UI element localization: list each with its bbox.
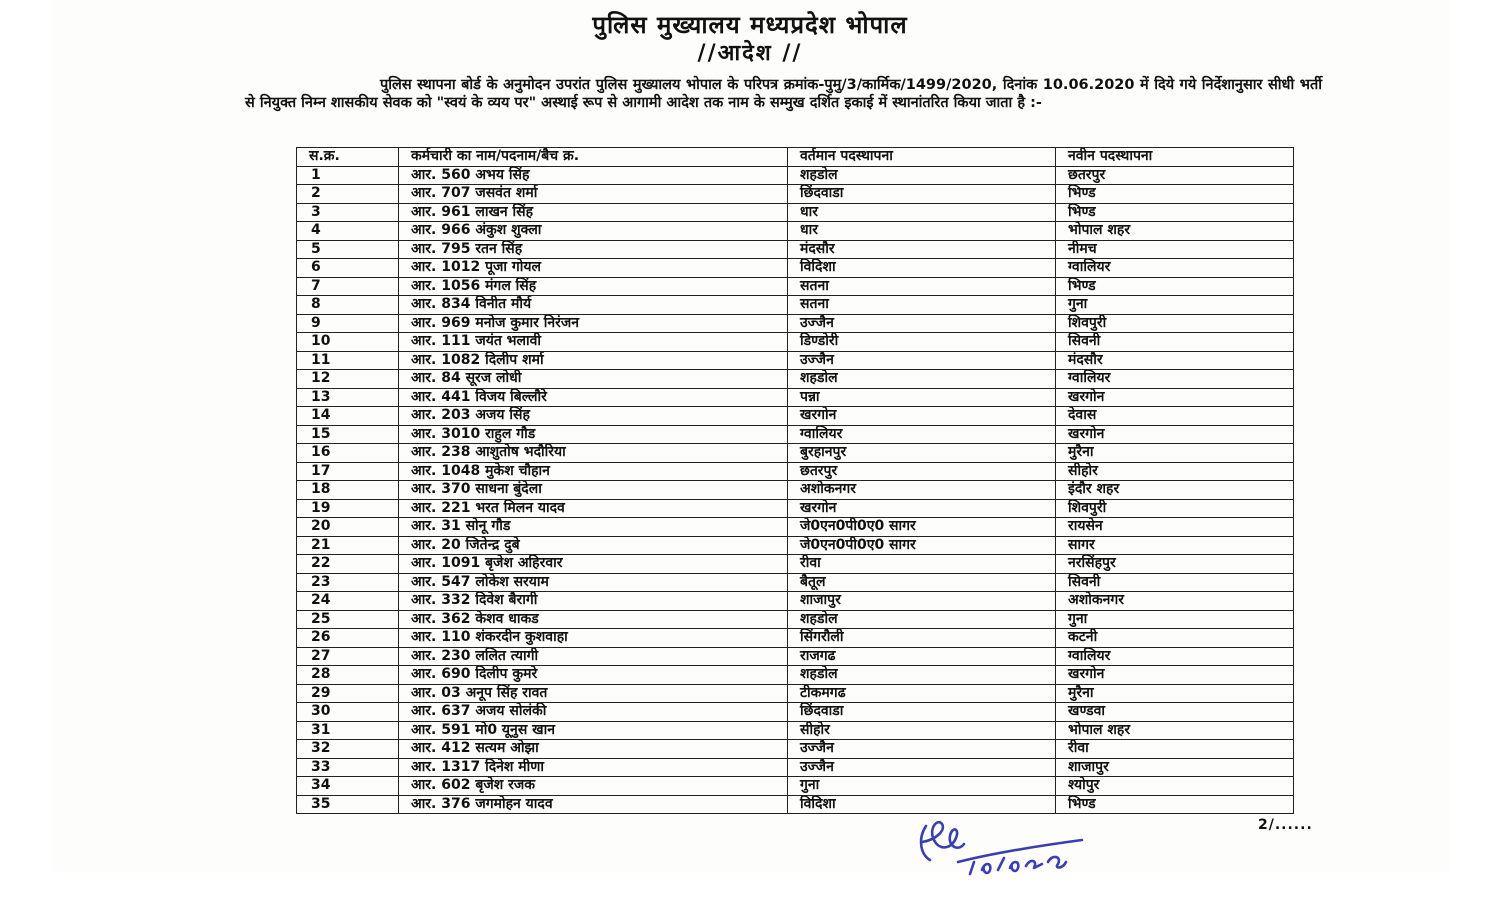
cell-employee: आर. 834 विनीत मौर्य — [399, 296, 788, 315]
cell-employee: आर. 591 मो0 यूनुस खान — [399, 721, 788, 740]
cell-current-posting: शहडोल — [788, 666, 1056, 685]
cell-current-posting: शहडोल — [788, 610, 1056, 629]
cell-current-posting: उज्जैन — [788, 740, 1056, 759]
cell-serial: 11 — [297, 351, 399, 370]
cell-employee: आर. 969 मनोज कुमार निरंजन — [399, 314, 788, 333]
cell-new-posting: नरसिंहपुर — [1056, 555, 1294, 574]
cell-new-posting: मंदसौर — [1056, 351, 1294, 370]
cell-current-posting: ग्वालियर — [788, 425, 1056, 444]
cell-new-posting: मुरैना — [1056, 444, 1294, 463]
cell-current-posting: राजगढ — [788, 647, 1056, 666]
table-row — [297, 536, 1294, 555]
table-row — [297, 777, 1294, 796]
cell-employee: आर. 1082 दिलीप शर्मा — [399, 351, 788, 370]
cell-current-posting: बैतूल — [788, 573, 1056, 592]
cell-new-posting: देवास — [1056, 407, 1294, 426]
cell-new-posting: भोपाल शहर — [1056, 721, 1294, 740]
transfer-table — [296, 147, 1294, 814]
cell-employee: आर. 370 साधना बुंदेला — [399, 481, 788, 500]
cell-current-posting: शाजापुर — [788, 592, 1056, 611]
cell-serial: 35 — [297, 795, 399, 814]
table-row — [297, 721, 1294, 740]
table-row — [297, 333, 1294, 352]
cell-new-posting: नीमच — [1056, 240, 1294, 259]
cell-employee: आर. 111 जयंत भलावी — [399, 333, 788, 352]
table-row — [297, 185, 1294, 204]
table-row — [297, 481, 1294, 500]
cell-employee: आर. 110 शंकरदीन कुशवाहा — [399, 629, 788, 648]
table-row — [297, 758, 1294, 777]
table-row — [297, 684, 1294, 703]
cell-employee: आर. 84 सूरज लोधी — [399, 370, 788, 389]
table-row — [297, 666, 1294, 685]
cell-employee: आर. 203 अजय सिंह — [399, 407, 788, 426]
cell-current-posting: धार — [788, 222, 1056, 241]
cell-serial: 13 — [297, 388, 399, 407]
cell-new-posting: खरगोन — [1056, 425, 1294, 444]
cell-employee: आर. 238 आशुतोष भदौरिया — [399, 444, 788, 463]
cell-serial: 33 — [297, 758, 399, 777]
cell-new-posting: सीहोर — [1056, 462, 1294, 481]
table-row — [297, 370, 1294, 389]
cell-current-posting: विदिशा — [788, 259, 1056, 278]
cell-new-posting: भिण्ड — [1056, 185, 1294, 204]
cell-current-posting: जे0एन0पी0ए0 सागर — [788, 518, 1056, 537]
cell-employee: आर. 31 सोनू गौड — [399, 518, 788, 537]
table-row — [297, 425, 1294, 444]
cell-serial: 7 — [297, 277, 399, 296]
cell-new-posting: छतरपुर — [1056, 166, 1294, 185]
cell-employee: आर. 412 सत्यम ओझा — [399, 740, 788, 759]
table-row — [297, 610, 1294, 629]
cell-serial: 32 — [297, 740, 399, 759]
cell-new-posting: सिवनी — [1056, 333, 1294, 352]
cell-serial: 14 — [297, 407, 399, 426]
cell-new-posting: रीवा — [1056, 740, 1294, 759]
cell-serial: 2 — [297, 185, 399, 204]
cell-serial: 21 — [297, 536, 399, 555]
table-row — [297, 647, 1294, 666]
table-row — [297, 444, 1294, 463]
cell-employee: आर. 707 जसवंत शर्मा — [399, 185, 788, 204]
cell-new-posting: अशोकनगर — [1056, 592, 1294, 611]
cell-serial: 3 — [297, 203, 399, 222]
cell-current-posting: गुना — [788, 777, 1056, 796]
cell-new-posting: श्योपुर — [1056, 777, 1294, 796]
cell-new-posting: गुना — [1056, 296, 1294, 315]
cell-serial: 4 — [297, 222, 399, 241]
cell-employee: आर. 961 लाखन सिंह — [399, 203, 788, 222]
cell-serial: 15 — [297, 425, 399, 444]
cell-current-posting: सीहोर — [788, 721, 1056, 740]
cell-serial: 18 — [297, 481, 399, 500]
cell-employee: आर. 362 केशव धाकड — [399, 610, 788, 629]
cell-current-posting: शहडोल — [788, 370, 1056, 389]
cell-new-posting: खण्डवा — [1056, 703, 1294, 722]
cell-serial: 34 — [297, 777, 399, 796]
cell-current-posting: बुरहानपुर — [788, 444, 1056, 463]
cell-serial: 10 — [297, 333, 399, 352]
cell-employee: आर. 795 रतन सिंह — [399, 240, 788, 259]
cell-serial: 19 — [297, 499, 399, 518]
cell-serial: 28 — [297, 666, 399, 685]
cell-current-posting: छतरपुर — [788, 462, 1056, 481]
table-row — [297, 740, 1294, 759]
cell-current-posting: सतना — [788, 296, 1056, 315]
table-row — [297, 222, 1294, 241]
cell-serial: 8 — [297, 296, 399, 315]
cell-current-posting: छिंदवाडा — [788, 185, 1056, 204]
cell-current-posting: जे0एन0पी0ए0 सागर — [788, 536, 1056, 555]
table-row — [297, 259, 1294, 278]
cell-new-posting: सिवनी — [1056, 573, 1294, 592]
cell-current-posting: खरगोन — [788, 499, 1056, 518]
cell-serial: 9 — [297, 314, 399, 333]
cell-employee: आर. 547 लोकेश सरयाम — [399, 573, 788, 592]
cell-serial: 25 — [297, 610, 399, 629]
table-row — [297, 203, 1294, 222]
header-current-posting: वर्तमान पदस्थापना — [788, 148, 1056, 167]
cell-new-posting: ग्वालियर — [1056, 259, 1294, 278]
cell-serial: 23 — [297, 573, 399, 592]
cell-new-posting: गुना — [1056, 610, 1294, 629]
cell-current-posting: उज्जैन — [788, 351, 1056, 370]
cell-serial: 16 — [297, 444, 399, 463]
cell-current-posting: पन्ना — [788, 388, 1056, 407]
cell-new-posting: शिवपुरी — [1056, 314, 1294, 333]
cell-new-posting: शाजापुर — [1056, 758, 1294, 777]
cell-new-posting: सागर — [1056, 536, 1294, 555]
cell-serial: 27 — [297, 647, 399, 666]
table-row — [297, 351, 1294, 370]
cell-employee: आर. 560 अभय सिंह — [399, 166, 788, 185]
cell-employee: आर. 230 ललित त्यागी — [399, 647, 788, 666]
cell-employee: आर. 376 जगमोहन यादव — [399, 795, 788, 814]
cell-new-posting: इंदौर शहर — [1056, 481, 1294, 500]
cell-employee: आर. 602 बृजेश रजक — [399, 777, 788, 796]
cell-current-posting: छिंदवाडा — [788, 703, 1056, 722]
cell-employee: आर. 1056 मंगल सिंह — [399, 277, 788, 296]
cell-current-posting: खरगोन — [788, 407, 1056, 426]
signature — [912, 818, 1112, 880]
table-row — [297, 573, 1294, 592]
cell-employee: आर. 03 अनूप सिंह रावत — [399, 684, 788, 703]
cell-employee: आर. 1317 दिनेश मीणा — [399, 758, 788, 777]
table-row — [297, 518, 1294, 537]
cell-current-posting: विदिशा — [788, 795, 1056, 814]
cell-new-posting: भिण्ड — [1056, 795, 1294, 814]
cell-serial: 20 — [297, 518, 399, 537]
cell-employee: आर. 332 दिवेश बैरागी — [399, 592, 788, 611]
cell-employee: आर. 1091 बृजेश अहिरवार — [399, 555, 788, 574]
cell-employee: आर. 221 भरत मिलन यादव — [399, 499, 788, 518]
order-paragraph: पुलिस स्थापना बोर्ड के अनुमोदन उपरांत पुलिस मुख्यालय भोपाल के परिपत्र क्रमांक-पुमु/3/कार्मिक/1499/2020, दिनांक 10.06.2020 में दिये गये निर्देशानुसार सीधी भर्ती से नियुक्त निम्न शासकीय सेवक को "स्वयं के व्यय पर" अस्थाई रूप से आगामी आदेश तक नाम के सम्मुख दर्शित इकाई में स्थानांतरित किया जाता है :- — [245, 77, 1322, 111]
cell-new-posting: खरगोन — [1056, 666, 1294, 685]
cell-serial: 17 — [297, 462, 399, 481]
page-continuation-marker: 2/...... — [1258, 817, 1313, 833]
cell-new-posting: भोपाल शहर — [1056, 222, 1294, 241]
cell-serial: 1 — [297, 166, 399, 185]
cell-employee: आर. 441 विजय बिल्लौरे — [399, 388, 788, 407]
cell-new-posting: खरगोन — [1056, 388, 1294, 407]
cell-employee: आर. 690 दिलीप कुमरे — [399, 666, 788, 685]
cell-new-posting: ग्वालियर — [1056, 370, 1294, 389]
cell-current-posting: सिंगरौली — [788, 629, 1056, 648]
cell-serial: 29 — [297, 684, 399, 703]
cell-current-posting: शहडोल — [788, 166, 1056, 185]
table-row — [297, 592, 1294, 611]
cell-new-posting: रायसेन — [1056, 518, 1294, 537]
table-row — [297, 388, 1294, 407]
cell-employee: आर. 20 जितेन्द्र दुबे — [399, 536, 788, 555]
cell-current-posting: उज्जैन — [788, 314, 1056, 333]
cell-new-posting: भिण्ड — [1056, 203, 1294, 222]
cell-new-posting: भिण्ड — [1056, 277, 1294, 296]
cell-serial: 5 — [297, 240, 399, 259]
cell-new-posting: ग्वालियर — [1056, 647, 1294, 666]
cell-current-posting: धार — [788, 203, 1056, 222]
page-title: पुलिस मुख्यालय मध्यप्रदेश भोपाल — [592, 11, 908, 39]
table-row — [297, 314, 1294, 333]
cell-new-posting: मुरैना — [1056, 684, 1294, 703]
table-row — [297, 277, 1294, 296]
table-row — [297, 795, 1294, 814]
order-heading: //आदेश // — [697, 41, 803, 66]
table-row — [297, 499, 1294, 518]
cell-employee: आर. 1012 पूजा गोयल — [399, 259, 788, 278]
cell-current-posting: रीवा — [788, 555, 1056, 574]
cell-serial: 12 — [297, 370, 399, 389]
header-serial: स.क्र. — [297, 148, 399, 167]
cell-employee: आर. 3010 राहुल गौड — [399, 425, 788, 444]
table-row — [297, 703, 1294, 722]
table-row — [297, 296, 1294, 315]
cell-serial: 6 — [297, 259, 399, 278]
header-new-posting: नवीन पदस्थापना — [1056, 148, 1294, 167]
cell-current-posting: सतना — [788, 277, 1056, 296]
cell-current-posting: डिण्डोरी — [788, 333, 1056, 352]
header-employee: कर्मचारी का नाम/पदनाम/बैच क्र. — [399, 148, 788, 167]
table-row — [297, 240, 1294, 259]
table-header-row — [297, 148, 1294, 167]
cell-current-posting: उज्जैन — [788, 758, 1056, 777]
cell-serial: 31 — [297, 721, 399, 740]
table-row — [297, 555, 1294, 574]
cell-employee: आर. 637 अजय सोलंकी — [399, 703, 788, 722]
cell-current-posting: मंदसौर — [788, 240, 1056, 259]
cell-current-posting: अशोकनगर — [788, 481, 1056, 500]
table-row — [297, 407, 1294, 426]
table-row — [297, 629, 1294, 648]
cell-new-posting: कटनी — [1056, 629, 1294, 648]
cell-serial: 26 — [297, 629, 399, 648]
cell-serial: 30 — [297, 703, 399, 722]
table-row — [297, 166, 1294, 185]
cell-employee: आर. 966 अंकुश शुक्ला — [399, 222, 788, 241]
cell-current-posting: टीकमगढ — [788, 684, 1056, 703]
table-row — [297, 462, 1294, 481]
cell-serial: 24 — [297, 592, 399, 611]
cell-new-posting: शिवपुरी — [1056, 499, 1294, 518]
cell-employee: आर. 1048 मुकेश चौहान — [399, 462, 788, 481]
cell-serial: 22 — [297, 555, 399, 574]
